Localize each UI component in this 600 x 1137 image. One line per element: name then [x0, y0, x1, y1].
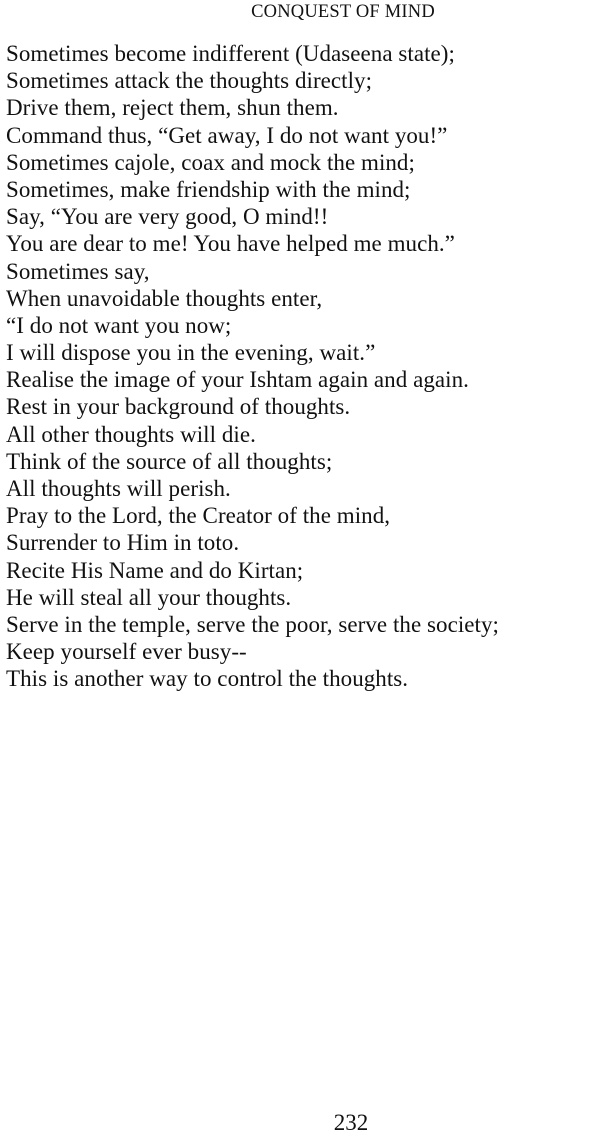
running-head: CONQUEST OF MIND: [251, 2, 435, 22]
verse-line: Think of the source of all thoughts;: [6, 448, 333, 474]
verse-line: Recite His Name and do Kirtan;: [6, 557, 304, 583]
verse-line: All other thoughts will die.: [6, 421, 256, 447]
page-number: 232: [333, 1110, 369, 1135]
verse-line: Realise the image of your Ishtam again and again.: [6, 367, 469, 393]
verse-line: Command thus, “Get away, I do not want you!”: [6, 122, 448, 148]
verse-line: Sometimes attack the thoughts directly;: [6, 68, 373, 94]
verse-line: “I do not want you now;: [6, 312, 232, 338]
verse-line: All thoughts will perish.: [6, 476, 231, 501]
verse-line: Say, “You are very good, O mind!!: [6, 204, 329, 230]
verse-line: Drive them, reject them, shun them.: [6, 95, 339, 121]
verse-line: When unavoidable thoughts enter,: [6, 285, 323, 311]
verse-line: I will dispose you in the evening, wait.”: [6, 340, 376, 366]
verse-line: Surrender to Him in toto.: [6, 530, 240, 556]
verse-line: Sometimes, make friendship with the mind;: [6, 176, 411, 202]
verse-line: Keep yourself ever busy--: [6, 639, 247, 665]
verse-line: Pray to the Lord, the Creator of the mind,: [6, 503, 391, 529]
verse-line: Serve in the temple, serve the poor, serve the society;: [6, 611, 499, 637]
verse-line: Sometimes cajole, coax and mock the mind;: [6, 149, 415, 175]
verse-line: He will steal all your thoughts.: [6, 584, 292, 610]
verse-line: This is another way to control the thoughts.: [6, 666, 409, 692]
verse-line: Rest in your background of thoughts.: [6, 394, 351, 420]
verse-line: You are dear to me! You have helped me much.”: [6, 231, 455, 257]
verse-line: Sometimes say,: [6, 258, 150, 284]
verse-block: [6, 40, 596, 693]
verse-line: Sometimes become indifferent (Udaseena state);: [6, 41, 455, 66]
